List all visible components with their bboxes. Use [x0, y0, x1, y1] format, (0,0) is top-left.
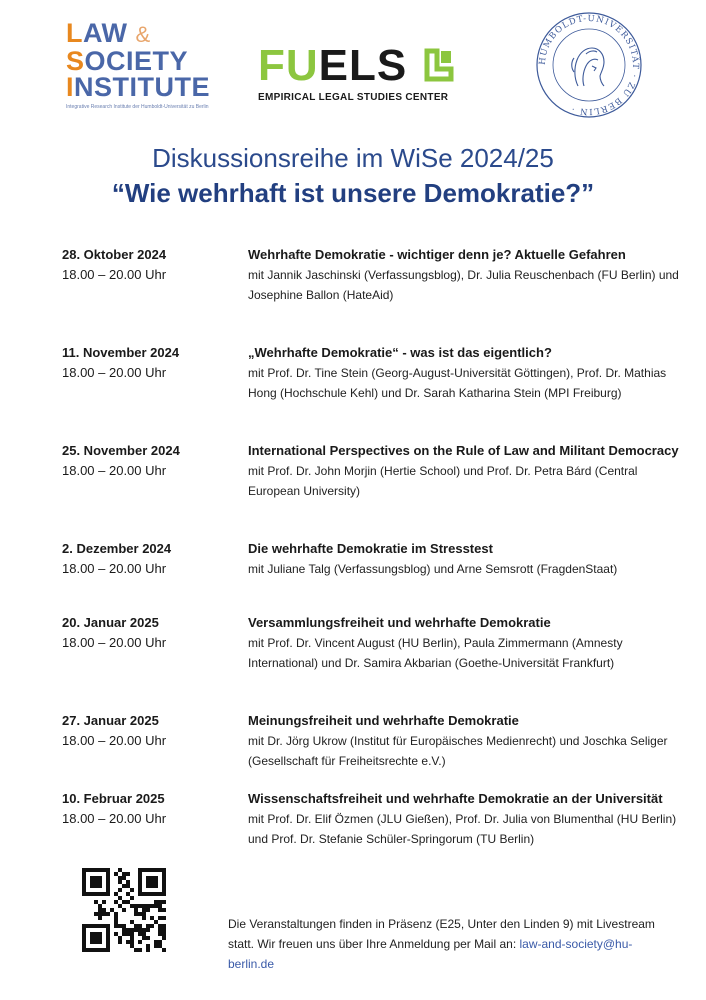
lsi-ampersand: & — [135, 22, 151, 47]
lsi-word: AW — [83, 18, 128, 48]
qr-module — [130, 896, 134, 900]
qr-module — [130, 888, 134, 892]
lsi-word: NSTITUTE — [74, 72, 211, 102]
qr-module — [162, 908, 166, 912]
event-date: 10. Februar 2025 — [62, 791, 165, 806]
qr-module — [150, 916, 154, 920]
event-time: 18.00 – 20.00 Uhr — [62, 267, 167, 282]
lsi-letter: I — [66, 72, 75, 102]
qr-module — [154, 944, 158, 948]
qr-module — [146, 876, 158, 888]
qr-module — [126, 872, 130, 876]
qr-module — [158, 916, 162, 920]
event-speakers: mit Prof. Dr. John Morjin (Hertie School) und Prof. Dr. Petra Bárd (Central European University) — [248, 464, 638, 498]
qr-code-icon[interactable] — [82, 868, 166, 952]
qr-module — [134, 904, 138, 908]
qr-module — [98, 904, 102, 908]
qr-module — [130, 932, 134, 936]
qr-module — [142, 932, 146, 936]
event-details — [248, 711, 680, 771]
qr-module — [142, 936, 146, 940]
qr-module — [162, 916, 166, 920]
qr-module — [118, 936, 122, 940]
event-speakers: mit Juliane Talg (Verfassungsblog) und Arne Semsrott (FragdenStaat) — [248, 562, 618, 576]
qr-module — [126, 900, 130, 904]
series-title: Diskussionsreihe im WiSe 2024/25 — [152, 143, 554, 173]
qr-module — [146, 904, 150, 908]
event-details — [248, 245, 680, 305]
series-motto: “Wie wehrhaft ist unsere Demokratie?” — [111, 178, 595, 208]
event-date: 28. Oktober 2024 — [62, 247, 167, 262]
qr-module — [158, 908, 162, 912]
qr-module — [122, 932, 126, 936]
qr-module — [126, 884, 130, 888]
qr-module — [130, 936, 134, 940]
event-time: 18.00 – 20.00 Uhr — [62, 365, 167, 380]
qr-module — [134, 948, 138, 952]
qr-module — [98, 912, 102, 916]
event-details — [248, 613, 680, 673]
qr-module — [118, 940, 122, 944]
event-title: Wissenschaftsfreiheit und wehrhafte Demokratie an der Universität — [248, 791, 663, 806]
event-date: 25. November 2024 — [62, 443, 180, 458]
qr-module — [126, 940, 130, 944]
qr-module — [130, 928, 134, 932]
event-date: 27. Januar 2025 — [62, 713, 159, 728]
qr-module — [158, 928, 162, 932]
event-details — [248, 343, 680, 403]
qr-module — [150, 924, 154, 928]
fuels-fu-text: FU — [258, 41, 319, 90]
lsi-subtitle: Integrative Research Institute der Humboldt-Universität zu Berlin — [66, 104, 209, 110]
lsi-word: OCIETY — [84, 46, 189, 76]
qr-module — [114, 924, 118, 928]
event-details — [248, 539, 680, 579]
fuels-els-text: ELS — [318, 41, 408, 90]
qr-module — [158, 900, 162, 904]
qr-module — [138, 932, 142, 936]
qr-module — [122, 900, 126, 904]
event-time: 18.00 – 20.00 Uhr — [62, 463, 167, 478]
qr-module — [146, 928, 150, 932]
qr-module — [134, 928, 138, 932]
qr-module — [158, 924, 162, 928]
qr-module — [138, 940, 142, 944]
qr-module — [142, 928, 146, 932]
qr-module — [134, 908, 138, 912]
qr-module — [122, 872, 126, 876]
qr-module — [94, 912, 98, 916]
qr-module — [122, 908, 126, 912]
qr-module — [114, 916, 118, 920]
qr-module — [98, 916, 102, 920]
qr-module — [90, 932, 102, 944]
event-date: 20. Januar 2025 — [62, 615, 159, 630]
qr-module — [126, 932, 130, 936]
event-speakers: mit Dr. Jörg Ukrow (Institut für Europäisches Medienrecht) und Joschka Seliger (Gesellschaft für Freiheitsrechte e.V.) — [248, 734, 668, 768]
qr-module — [158, 932, 162, 936]
event-date: 2. Dezember 2024 — [62, 541, 172, 556]
event-title: Wehrhafte Demokratie - wichtiger denn je? Aktuelle Gefahren — [248, 247, 626, 262]
qr-module — [122, 884, 126, 888]
qr-module — [126, 880, 130, 884]
event-time: 18.00 – 20.00 Uhr — [62, 733, 167, 748]
qr-module — [102, 912, 106, 916]
qr-module — [162, 924, 166, 928]
qr-module — [158, 944, 162, 948]
event-date: 11. November 2024 — [62, 345, 180, 360]
event-title: „Wehrhafte Demokratie“ - was ist das eigentlich? — [248, 345, 552, 360]
qr-module — [118, 924, 122, 928]
qr-module — [162, 900, 166, 904]
qr-module — [138, 948, 142, 952]
qr-module — [142, 908, 146, 912]
event-title: International Perspectives on the Rule of Law and Militant Democracy — [248, 443, 679, 458]
qr-module — [138, 904, 142, 908]
qr-module — [130, 920, 134, 924]
qr-module — [114, 932, 118, 936]
event-speakers: mit Prof. Dr. Tine Stein (Georg-August-Universität Göttingen), Prof. Dr. Mathias Hong (Hochschule Kehl) und Dr. Sarah Katharina Stein (MPI Freiburg) — [248, 366, 667, 400]
qr-module — [146, 944, 150, 948]
event-time: 18.00 – 20.00 Uhr — [62, 811, 167, 826]
qr-module — [102, 900, 106, 904]
qr-module — [118, 880, 122, 884]
qr-module — [150, 904, 154, 908]
event-speakers: mit Prof. Dr. Vincent August (HU Berlin), Paula Zimmermann (Amnesty International) und Dr. Samira Akbarian (Goethe-Universität Frankfurt) — [248, 636, 623, 670]
lsi-letter: S — [66, 46, 85, 76]
qr-module — [134, 924, 138, 928]
qr-module — [110, 908, 114, 912]
qr-module — [154, 920, 158, 924]
qr-module — [130, 940, 134, 944]
qr-module — [102, 908, 106, 912]
qr-module — [154, 940, 158, 944]
qr-module — [90, 876, 102, 888]
event-time: 18.00 – 20.00 Uhr — [62, 561, 167, 576]
qr-module — [114, 912, 118, 916]
qr-module — [94, 900, 98, 904]
qr-module — [162, 928, 166, 932]
qr-module — [122, 928, 126, 932]
qr-module — [106, 912, 110, 916]
qr-module — [146, 936, 150, 940]
qr-module — [162, 936, 166, 940]
footer-note — [228, 914, 678, 974]
event-details — [248, 441, 680, 501]
qr-module — [118, 876, 122, 880]
footer-text: Die Veranstaltungen finden in Präsenz (E25, Unter den Linden 9) mit Livestream statt. Wir freuen uns über Ihre Anmeldung per Mail an: — [228, 917, 655, 951]
qr-module — [154, 900, 158, 904]
qr-module — [98, 908, 102, 912]
qr-module — [114, 900, 118, 904]
qr-module — [126, 928, 130, 932]
qr-module — [142, 916, 146, 920]
qr-module — [126, 892, 130, 896]
qr-module — [114, 920, 118, 924]
seal-ring-text: HUMBOLDT-UNIVERSITÄT · ZU BERLIN · — [537, 13, 641, 117]
qr-module — [122, 876, 126, 880]
event-speakers: mit Jannik Jaschinski (Verfassungsblog), Dr. Julia Reuschenbach (FU Berlin) und Josephine Ballon (HateAid) — [248, 268, 679, 302]
qr-module — [154, 904, 158, 908]
qr-module — [114, 892, 118, 896]
event-details — [248, 789, 680, 849]
qr-module — [138, 924, 142, 928]
qr-module — [134, 912, 138, 916]
lsi-letter: L — [66, 18, 83, 48]
qr-module — [158, 904, 162, 908]
qr-module — [158, 940, 162, 944]
qr-module — [118, 904, 122, 908]
qr-module — [146, 948, 150, 952]
event-title: Die wehrhafte Demokratie im Stresstest — [248, 541, 493, 556]
fuels-subtitle: EMPIRICAL LEGAL STUDIES CENTER — [258, 92, 449, 103]
qr-module — [118, 896, 122, 900]
qr-module — [162, 932, 166, 936]
qr-module — [138, 912, 142, 916]
email-link[interactable]: law-and-society@hu-berlin.de — [228, 937, 633, 971]
event-title: Versammlungsfreiheit und wehrhafte Demokratie — [248, 615, 551, 630]
qr-module — [146, 924, 150, 928]
qr-module — [114, 872, 118, 876]
qr-module — [118, 888, 122, 892]
qr-module — [130, 944, 134, 948]
event-title: Meinungsfreiheit und wehrhafte Demokratie — [248, 713, 519, 728]
qr-module — [118, 868, 122, 872]
event-time: 18.00 – 20.00 Uhr — [62, 635, 167, 650]
qr-module — [130, 904, 134, 908]
qr-module — [162, 948, 166, 952]
qr-module — [146, 908, 150, 912]
event-speakers: mit Prof. Dr. Elif Özmen (JLU Gießen), Prof. Dr. Julia von Blumenthal (HU Berlin) und Prof. Dr. Stefanie Schüler-Springorum (TU Berlin) — [248, 812, 677, 846]
qr-module — [122, 924, 126, 928]
qr-module — [138, 928, 142, 932]
qr-module — [142, 912, 146, 916]
qr-module — [142, 904, 146, 908]
